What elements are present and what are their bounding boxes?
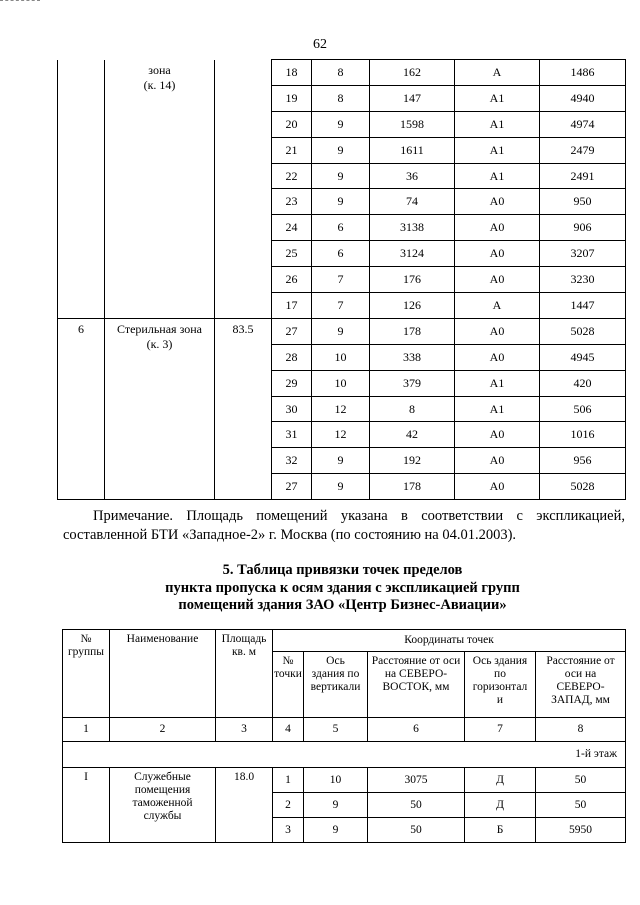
column-number-cell: 8 (536, 718, 626, 742)
point-number-cell: 17 (272, 293, 312, 319)
point-number-cell: 30 (272, 396, 312, 422)
distance-ne-cell: 3075 (368, 768, 465, 793)
axis-vertical-cell: 9 (312, 111, 370, 137)
axis-horizontal-cell: А0 (455, 474, 540, 500)
axis-horizontal-cell: А0 (455, 448, 540, 474)
distance-ne-cell: 178 (370, 474, 455, 500)
distance-nw-cell: 1486 (540, 60, 626, 86)
distance-ne-cell: 36 (370, 163, 455, 189)
distance-ne-cell: 3138 (370, 215, 455, 241)
distance-nw-cell: 1447 (540, 293, 626, 319)
distance-nw-cell: 3230 (540, 267, 626, 293)
axis-vertical-cell: 6 (312, 241, 370, 267)
distance-nw-cell: 4940 (540, 85, 626, 111)
axis-vertical-cell: 7 (312, 267, 370, 293)
distance-ne-cell: 50 (368, 793, 465, 818)
distance-ne-cell: 74 (370, 189, 455, 215)
point-number-cell: 3 (273, 818, 304, 843)
distance-ne-cell: 176 (370, 267, 455, 293)
header-axis-vertical: Ось здания по вертикали (304, 652, 368, 718)
note-paragraph: Примечание. Площадь помещений указана в соответствии с экспликацией, составленной БТИ «Западное-2» г. Москва (по состоянию на 04.01.2003). (63, 508, 625, 543)
column-number-cell: 6 (368, 718, 465, 742)
axis-vertical-cell: 9 (304, 818, 368, 843)
point-number-cell: 1 (273, 768, 304, 793)
axis-horizontal-cell: А (455, 60, 540, 86)
distance-ne-cell: 379 (370, 370, 455, 396)
axis-horizontal-cell: Б (465, 818, 536, 843)
distance-nw-cell: 956 (540, 448, 626, 474)
point-number-cell: 28 (272, 344, 312, 370)
header-axis-horizontal: Ось здания по горизонтал и (465, 652, 536, 718)
point-number-cell: 31 (272, 422, 312, 448)
axis-vertical-cell: 9 (304, 793, 368, 818)
distance-ne-cell: 126 (370, 293, 455, 319)
axis-vertical-cell: 10 (312, 370, 370, 396)
distance-nw-cell: 4945 (540, 344, 626, 370)
point-number-cell: 20 (272, 111, 312, 137)
distance-nw-cell: 4974 (540, 111, 626, 137)
floor-row: 1-й этаж (63, 742, 626, 768)
corner-mark (0, 0, 40, 5)
column-number-cell: 5 (304, 718, 368, 742)
axis-horizontal-cell: А0 (455, 241, 540, 267)
group-name-cell: зона (к. 14) (105, 60, 215, 319)
column-number-cell: 3 (216, 718, 273, 742)
axis-vertical-cell: 9 (312, 189, 370, 215)
header-distance-nw: Расстояние от оси на СЕВЕРО- ЗАПАД, мм (536, 652, 626, 718)
group-name-cell: Служебные помещения таможенной службы (110, 768, 216, 843)
point-number-cell: 22 (272, 163, 312, 189)
distance-nw-cell: 50 (536, 768, 626, 793)
header-area: Площадь кв. м (216, 630, 273, 718)
point-number-cell: 27 (272, 474, 312, 500)
point-number-cell: 24 (272, 215, 312, 241)
header-distance-ne: Расстояние от оси на СЕВЕРО- ВОСТОК, мм (368, 652, 465, 718)
column-number-cell: 1 (63, 718, 110, 742)
axis-horizontal-cell: А1 (455, 396, 540, 422)
point-number-cell: 29 (272, 370, 312, 396)
axis-vertical-cell: 9 (312, 448, 370, 474)
axis-vertical-cell: 7 (312, 293, 370, 319)
axis-horizontal-cell: А1 (455, 163, 540, 189)
section-heading: 5. Таблица привязки точек пределов пункта пропуска к осям здания с экспликацией групп помещений здания ЗАО «Центр Бизнес-Авиации» (165, 562, 520, 613)
axis-horizontal-cell: А0 (455, 318, 540, 344)
page-number: 62 (313, 37, 327, 52)
distance-nw-cell: 5028 (540, 474, 626, 500)
distance-nw-cell: 420 (540, 370, 626, 396)
distance-ne-cell: 50 (368, 818, 465, 843)
axis-horizontal-cell: Д (465, 793, 536, 818)
distance-nw-cell: 2491 (540, 163, 626, 189)
point-number-cell: 18 (272, 60, 312, 86)
table-binding-points (62, 629, 626, 843)
distance-ne-cell: 1598 (370, 111, 455, 137)
distance-nw-cell: 2479 (540, 137, 626, 163)
axis-vertical-cell: 6 (312, 215, 370, 241)
distance-ne-cell: 338 (370, 344, 455, 370)
axis-horizontal-cell: А0 (455, 344, 540, 370)
axis-vertical-cell: 10 (312, 344, 370, 370)
header-name: Наименование (110, 630, 216, 718)
axis-horizontal-cell: А1 (455, 370, 540, 396)
axis-vertical-cell: 9 (312, 163, 370, 189)
header-point-number: № точки (273, 652, 304, 718)
point-number-cell: 23 (272, 189, 312, 215)
group-number-cell (58, 60, 105, 319)
point-number-cell: 21 (272, 137, 312, 163)
header-group-number: № группы (63, 630, 110, 718)
axis-vertical-cell: 9 (312, 474, 370, 500)
axis-horizontal-cell: Д (465, 768, 536, 793)
column-number-cell: 4 (273, 718, 304, 742)
table-row (58, 60, 626, 86)
distance-nw-cell: 5028 (540, 318, 626, 344)
table-points-continued (57, 59, 626, 500)
distance-ne-cell: 192 (370, 448, 455, 474)
axis-horizontal-cell: А0 (455, 267, 540, 293)
axis-horizontal-cell: А1 (455, 137, 540, 163)
axis-horizontal-cell: А0 (455, 215, 540, 241)
distance-nw-cell: 5950 (536, 818, 626, 843)
axis-vertical-cell: 12 (312, 396, 370, 422)
point-number-cell: 2 (273, 793, 304, 818)
distance-ne-cell: 3124 (370, 241, 455, 267)
distance-ne-cell: 162 (370, 60, 455, 86)
group-name-cell: Стерильная зона (к. 3) (105, 318, 215, 499)
distance-nw-cell: 1016 (540, 422, 626, 448)
column-number-cell: 2 (110, 718, 216, 742)
distance-nw-cell: 50 (536, 793, 626, 818)
table-row (63, 768, 626, 793)
axis-horizontal-cell: А0 (455, 422, 540, 448)
distance-nw-cell: 950 (540, 189, 626, 215)
distance-nw-cell: 906 (540, 215, 626, 241)
column-number-cell: 7 (465, 718, 536, 742)
point-number-cell: 26 (272, 267, 312, 293)
axis-vertical-cell: 8 (312, 60, 370, 86)
group-number-cell: 6 (58, 318, 105, 499)
axis-vertical-cell: 9 (312, 137, 370, 163)
distance-nw-cell: 3207 (540, 241, 626, 267)
group-area-cell: 18.0 (216, 768, 273, 843)
axis-horizontal-cell: А (455, 293, 540, 319)
axis-vertical-cell: 10 (304, 768, 368, 793)
axis-vertical-cell: 8 (312, 85, 370, 111)
point-number-cell: 19 (272, 85, 312, 111)
group-area-cell (215, 60, 272, 319)
distance-ne-cell: 147 (370, 85, 455, 111)
distance-ne-cell: 1611 (370, 137, 455, 163)
group-number-cell: I (63, 768, 110, 843)
point-number-cell: 32 (272, 448, 312, 474)
axis-horizontal-cell: А0 (455, 189, 540, 215)
distance-nw-cell: 506 (540, 396, 626, 422)
point-number-cell: 25 (272, 241, 312, 267)
table-row (58, 318, 626, 344)
group-area-cell: 83.5 (215, 318, 272, 499)
point-number-cell: 27 (272, 318, 312, 344)
axis-horizontal-cell: А1 (455, 85, 540, 111)
distance-ne-cell: 8 (370, 396, 455, 422)
header-coordinates: Координаты точек (273, 630, 626, 652)
axis-vertical-cell: 9 (312, 318, 370, 344)
distance-ne-cell: 42 (370, 422, 455, 448)
axis-horizontal-cell: А1 (455, 111, 540, 137)
axis-vertical-cell: 12 (312, 422, 370, 448)
distance-ne-cell: 178 (370, 318, 455, 344)
